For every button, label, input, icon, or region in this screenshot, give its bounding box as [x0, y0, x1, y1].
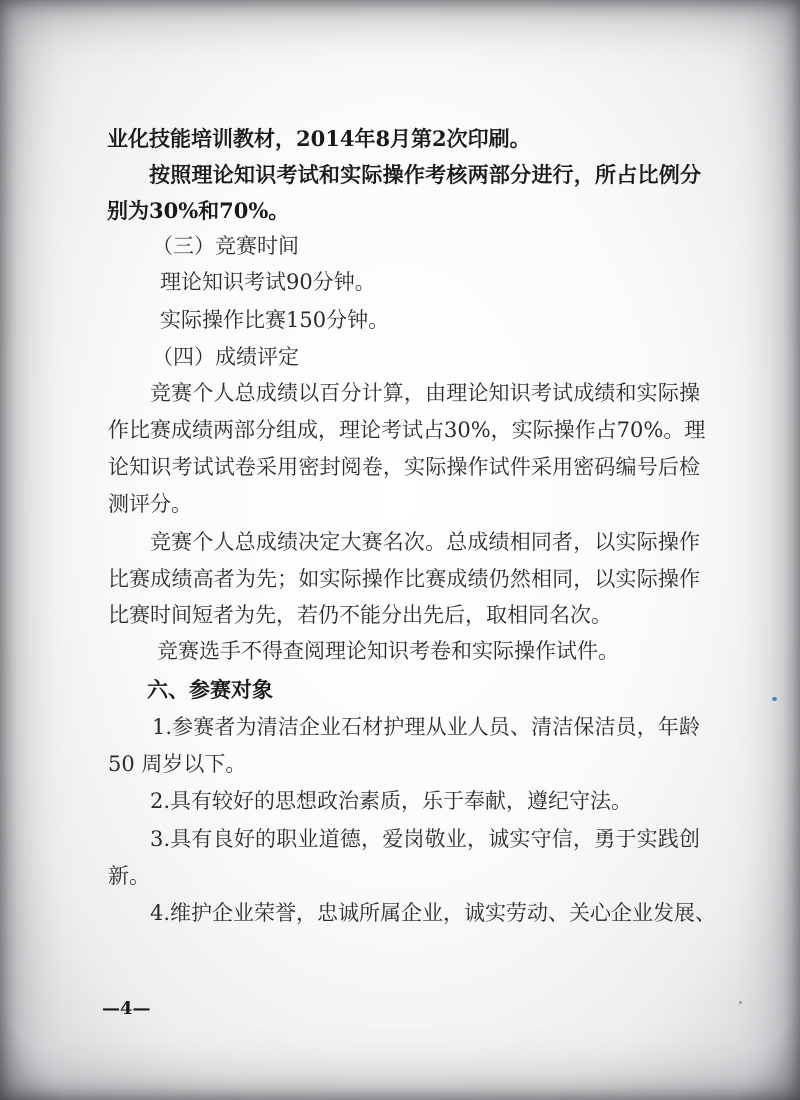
text-line-8: 竞赛个人总成绩以百分计算，由理论知识考试成绩和实际操 [150, 381, 700, 405]
text-line-19: 2.具有较好的思想政治素质，乐于奉献，遵纪守法。 [150, 789, 633, 813]
text-line-14: 比赛时间短者为先，若仍不能分出先后，取相同名次。 [108, 603, 612, 627]
text-line-13: 比赛成绩高者为先；如实际操作比赛成绩仍然相同，以实际操作 [108, 567, 700, 591]
section-heading-4: （四）成绩评定 [152, 345, 299, 369]
text-line-20: 3.具有良好的职业道德，爱岗敬业，诚实守信，勇于实践创 [150, 827, 700, 851]
text-line-21: 新。 [108, 864, 150, 888]
text-line-15: 竞赛选手不得查阅理论知识考卷和实际操作试件。 [157, 639, 619, 663]
text-line-3: 别为30%和70%。 [107, 198, 290, 223]
text-line-1: 业化技能培训教材，2014年8月第2次印刷。 [107, 126, 531, 151]
text-line-18: 50 周岁以下。 [108, 752, 247, 776]
section-heading-6: 六、参赛对象 [147, 677, 273, 702]
text-line-11: 测评分。 [108, 492, 192, 516]
scan-speck [772, 697, 777, 701]
text-line-5: 理论知识考试90分钟。 [160, 270, 376, 294]
page-number: —4— [102, 998, 151, 1019]
text-line-10: 论知识考试试卷采用密封阅卷，实际操作试件采用密码编号后检 [108, 455, 700, 479]
text-line-12: 竞赛个人总成绩决定大赛名次。总成绩相同者，以实际操作 [150, 530, 700, 554]
text-line-2: 按照理论知识考试和实际操作考核两部分进行，所占比例分 [149, 162, 701, 187]
text-line-17: 1.参赛者为清洁企业石材护理从业人员、清洁保洁员，年龄 [152, 715, 700, 739]
text-line-22: 4.维护企业荣誉，忠诚所属企业，诚实劳动、关心企业发展、 [150, 901, 717, 925]
text-line-9: 作比赛成绩两部分组成，理论考试占30%，实际操作占70%。理 [108, 418, 706, 442]
scan-speck [739, 1001, 742, 1004]
text-line-6: 实际操作比赛150分钟。 [160, 308, 390, 332]
section-heading-3: （三）竞赛时间 [152, 234, 299, 258]
